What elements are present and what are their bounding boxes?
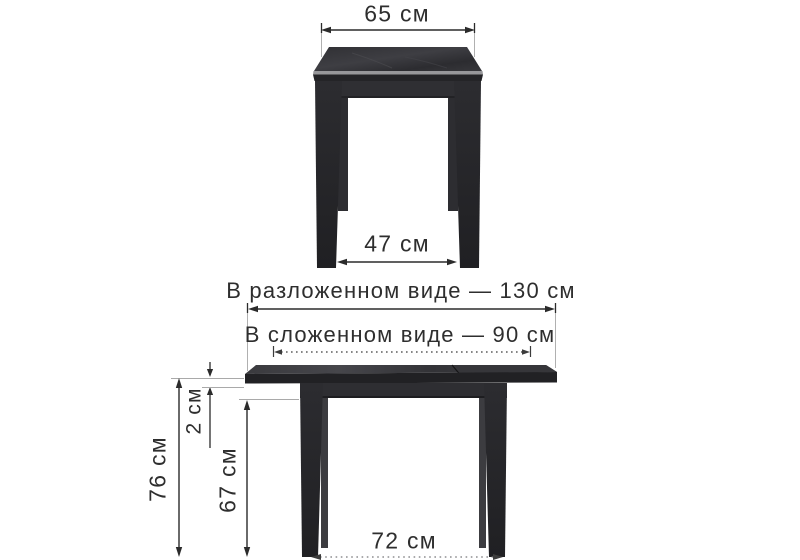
apron-clearance-dimension <box>239 400 299 558</box>
arrowhead-right-icon <box>447 259 457 265</box>
front-leg <box>315 81 342 268</box>
top-leg-span-label: 47 см <box>364 230 430 257</box>
folded-length-dimension <box>274 346 531 357</box>
apron-shadow <box>300 396 507 398</box>
arrowhead-up-icon <box>176 378 182 388</box>
tabletop-surface <box>314 47 482 71</box>
apron <box>300 383 507 398</box>
folded-length-label: В сложенном виде — 90 см <box>244 322 556 347</box>
arrowhead-right-icon <box>465 27 475 33</box>
arrowhead-left-icon <box>248 306 258 312</box>
floor-leg-span-label: 72 см <box>371 527 437 554</box>
back-leg <box>321 396 328 548</box>
edge-highlight <box>313 71 483 75</box>
top-leg-span-dimension <box>337 259 457 265</box>
front-leg <box>484 383 507 557</box>
apron <box>333 81 463 98</box>
arrowhead-down-icon <box>176 547 182 557</box>
front-leg <box>300 383 323 557</box>
arrowhead-down-icon <box>244 547 250 557</box>
arrowhead-down-icon <box>207 369 213 377</box>
tabletop-thickness-label: 2 см <box>182 387 206 435</box>
arrowhead-right-icon <box>545 306 555 312</box>
arrowhead-left-icon <box>274 349 282 354</box>
top-width-label: 65 см <box>364 0 430 27</box>
back-leg <box>479 396 486 548</box>
floor-leg-span-dimension <box>311 554 503 560</box>
extended-length-label: В разложенном виде — 130 см <box>226 278 576 303</box>
arrowhead-right-icon <box>522 349 530 354</box>
tabletop-edge <box>245 372 557 384</box>
arrowhead-left-icon <box>321 27 331 33</box>
apron-shadow <box>333 96 463 98</box>
tabletop-thickness-dimension <box>202 362 244 448</box>
arrowhead-left-icon <box>337 259 347 265</box>
front-leg <box>454 81 481 268</box>
height-label: 76 см <box>144 436 171 502</box>
arrowhead-up-icon <box>207 387 213 395</box>
apron-clearance-label: 67 см <box>214 447 241 513</box>
tabletop-edge <box>313 75 483 82</box>
arrowhead-up-icon <box>244 400 250 410</box>
